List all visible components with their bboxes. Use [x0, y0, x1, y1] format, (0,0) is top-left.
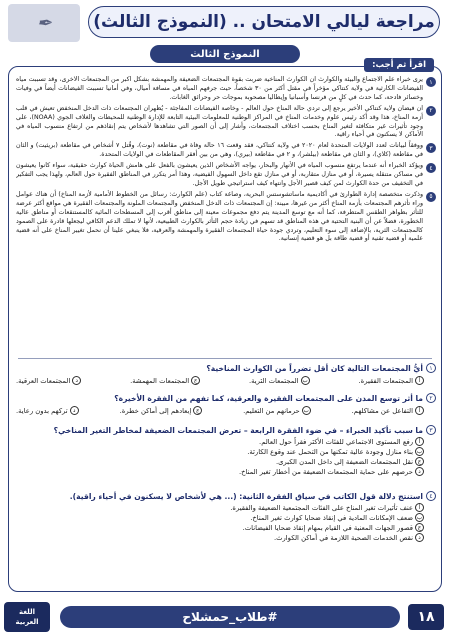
divider: [18, 358, 432, 359]
option-b[interactable]: ب المجتمعات الثرية.: [248, 376, 308, 385]
subject-line-2: العربية: [15, 618, 39, 626]
paragraph-text: وذكرت متخصصة إدارة الطوارئ في أكاديمية ماساتشوستس البحرية، وصاغة كتاب (علم الكوارث: رسائل من الخطوط الأمامية لأزمة المناخ) أن هناك عوامل وراء تأثرهم المجتمعات بأزمة المناخ أكثر من غيرها، مبينة: إن المجتمعات ذات الدخل المنخفض والمجتمعات الملونة والمجتمعات الفقيرة هي مواقع أكثر عرضة للتأثر بظواهر الطقس المتطرفة، كما أنه مع توسع المدينة يتم دفع مجموعات معينة إلى مناطق أقرب إلى المسطحات المائية كالمستنقعات أو مناطق عالية الخطورة، فضلاً عن أن البنية التحتية في هذه المناطق قد تسهم في زيادة حجم التأثر بالكوارث الطبيعية، لأنها لا تملك الدعم الكافي ليجعلها قادرة على الصمود كالمجتمعات الثرية، بالإضافة إلى سوء التعليم، وتردي جودة حياة المجتمعات الفقيرة والمهمشة والعرقية، فلا ينبغي علينا أن نحمل تغيير المناخ على أنه قضية علمية أو قضية تقنية أو قضية طاقة بل هو قضية إنسانية.: [16, 190, 423, 243]
option-d[interactable]: د حرصهم على حماية المجتمعات الضعيفة من أخطار تغير المناخ.: [16, 467, 424, 476]
paragraph-text: ان فيضان ولاية كنتاكي الأخير يرجع إلى تردي حالة المناخ حول العالم - وخاصة الفيضانات المفاجئة - يُظهران المجتمعات ذات الدخل المنخفض تعيش في قلب أزمة المناخ، هذا وقد أكد رئيس علوم وخدمات المناخ في المراكز الوطنية للمعلومات البيئية التابعة للإدارة الوطنية للمحيطات والغلاف الجوي (NOAA)، على وجود تأثيرات غير متكافئة لتغير المناخ بحسب اختلاف المجتمعات، وأشار إلى أن الصور التي تشاهدها لأشخاص يتم إنقاذهم من ارتفاع منسوب المياه في الأماكن لا يسكنون في أحياء راقية.: [16, 104, 423, 139]
options: [16, 406, 436, 415]
paragraph-number: ٥: [426, 192, 436, 202]
paragraph-number: ٢: [426, 106, 436, 116]
option-c[interactable]: ج نقل المجتمعات الضعيفة إلى داخل المدن الكبرى.: [16, 457, 424, 466]
question-text: استنتج دلالة قول الكاتب في سياق الفقرة الثانية: (... هي لأشخاص لا يسكنون في أحياء راقية).: [69, 491, 423, 501]
question-header: [16, 490, 436, 502]
paragraph-number: ٤: [426, 163, 436, 173]
brand-hashtag: #طلاب_حمشلاح: [182, 610, 278, 624]
question-1: [16, 362, 436, 385]
question-number: ٣: [426, 425, 436, 435]
option-a[interactable]: أ عنف تأثيرات تغير المناخ على الفئات المجتمعية الضعيفة والفقيرة.: [16, 503, 424, 512]
option-c[interactable]: ج قصور الجهات المعنية في القيام بمهام إنقاذ ضحايا الفيضانات.: [16, 523, 424, 532]
question-4: [16, 490, 436, 543]
question-text: ما أثر توسع المدن على المجتمعات الفقيرة والعرقية، كما تفهم من الفقرة الأخيرة؟: [114, 393, 423, 403]
options: [16, 437, 436, 476]
paragraph: [16, 162, 436, 189]
header: [4, 4, 446, 42]
subject-line-1: اللغة: [18, 608, 36, 616]
question-text: أيُّ المجتمعات التالية كان أقل تضرراً من الكوارث المناخية؟: [206, 363, 423, 373]
brand-bar: [60, 606, 400, 628]
paragraph: [16, 191, 436, 244]
options: [16, 503, 436, 542]
question-3: [16, 424, 436, 477]
question-text: ما سبب تأكيد الخبراء – في ضوء الفقرة الرابعة – تعرض المجتمعات الضعيفة لمخاطر التغير المناخي؟: [53, 425, 423, 435]
option-a[interactable]: أ رفع المستوى الاجتماعي للفئات الأكثر فقراً حول العالم.: [16, 437, 424, 446]
calligraphy-logo-icon: ✒: [36, 12, 52, 34]
option-d[interactable]: د نقص الخدمات الصحية اللازمة في أماكن الكوارث.: [16, 533, 424, 542]
option-b[interactable]: ب ضعف الإمكانات المادية في إنقاذ ضحايا كوارث تغير المناخ.: [250, 513, 423, 522]
question-header: [16, 424, 436, 436]
page-title: مراجعة ليالي الامتحان .. (النموذج الثالث): [93, 12, 435, 32]
question-2: [16, 392, 436, 415]
paragraph: [16, 76, 436, 103]
reading-passage: [16, 76, 436, 356]
page-number: ١٨: [408, 604, 444, 630]
title-bar: [88, 6, 440, 38]
model-label: النموذج الثالث: [190, 48, 260, 60]
option-b[interactable]: ب حرمانهم من التعليم.: [243, 406, 309, 415]
option-a[interactable]: أ التفاعل عن مشاكلهم.: [352, 406, 424, 415]
question-number: ١: [426, 363, 436, 373]
read-instruction-tag: اقرأ ثم أجب:: [364, 58, 434, 72]
subject-badge: [4, 602, 50, 632]
paragraph: [16, 142, 436, 160]
model-banner: [150, 45, 300, 63]
option-b[interactable]: ب بناء منازل وجودة عالية تمكنها من التحمل عند وقوع الكارثة.: [247, 447, 423, 456]
paragraph-text: يرى خبراء علم الاجتماع والبيئة والكوارث أن الكوارث المناخية ضربت بقوة المجتمعات الضعيفة والمهمشة بشكل أكبر من المجتمعات الأخرى، وقد تسببت مياه الفيضانات الكارثية في ولاية كنتاكي مؤخراً في مقتل أكثر من ٣٠ شخصاً، حيث جرفهم المياه في مسافة أميال، وفي أمانيا تسببت الفيضانات أيضاً في وفيات وخسائر فادحة، كما حدث في كلٍ من فرنسا وأسبانيا وإيطاليا مصحوبة بموجات حر وحرائق الغابات.: [16, 76, 423, 101]
paragraph-number: ١: [426, 77, 436, 87]
paragraph-text: ووفقاً لبيانات لعدد الولايات المتحدة لعام ٢٠٢٠ في ولاية كنتاكي، فقد وقعت ١٦ حالة وفاة في مقاطعة (نوت)، وقُتل ٧ أشخاص في مقاطعة (بريثيت) و الثان في مقاطعة (كلاي)، و الثان في مقاطعة (بيلشر)، و ٢ في مقاطعة (بيري)، وهي من بين أفقر المقاطعات في الولايات المتحدة.: [16, 142, 424, 159]
option-a[interactable]: أ المجتمعات الفقيرة.: [358, 376, 424, 385]
paragraph: [16, 105, 436, 141]
logo: [8, 4, 80, 42]
footer: [0, 598, 450, 636]
question-number: ٢: [426, 393, 436, 403]
paragraph-number: ٣: [426, 143, 436, 153]
question-number: ٤: [426, 491, 436, 501]
option-d[interactable]: د تركهم بدون رعاية.: [16, 406, 79, 415]
option-d[interactable]: د المجتمعات العرقية.: [16, 376, 81, 385]
options: [16, 376, 436, 385]
paragraph-text: ويؤكد الخبراء أنه عندما يرتفع منسوب المياه في الأنهار والبحار، يواجه الأشخاص الذين يعيشون بالفعل على هامش الحياة كوارث حقيقية، سواء كانوا يعيشون في مساكن متنقلة يسيرة، أو في منازل متقاربة، أو في منازل تقع داخل السهول الفيضية، وهذا أمر يتكرر في المناطق الفقيرة حول العالم، ولهذا يجب التفكير في التخفيف من حدة الكوارث لمن كيف قصير الأجل وانتهاء كيف استراتيجي طويل الأجل.: [16, 162, 423, 187]
question-header: [16, 392, 436, 404]
option-c[interactable]: ج إبعادهم إلى أماكن خطرة.: [120, 406, 203, 415]
question-header: [16, 362, 436, 374]
option-c[interactable]: ج المجتمعات المهمشة.: [130, 376, 200, 385]
